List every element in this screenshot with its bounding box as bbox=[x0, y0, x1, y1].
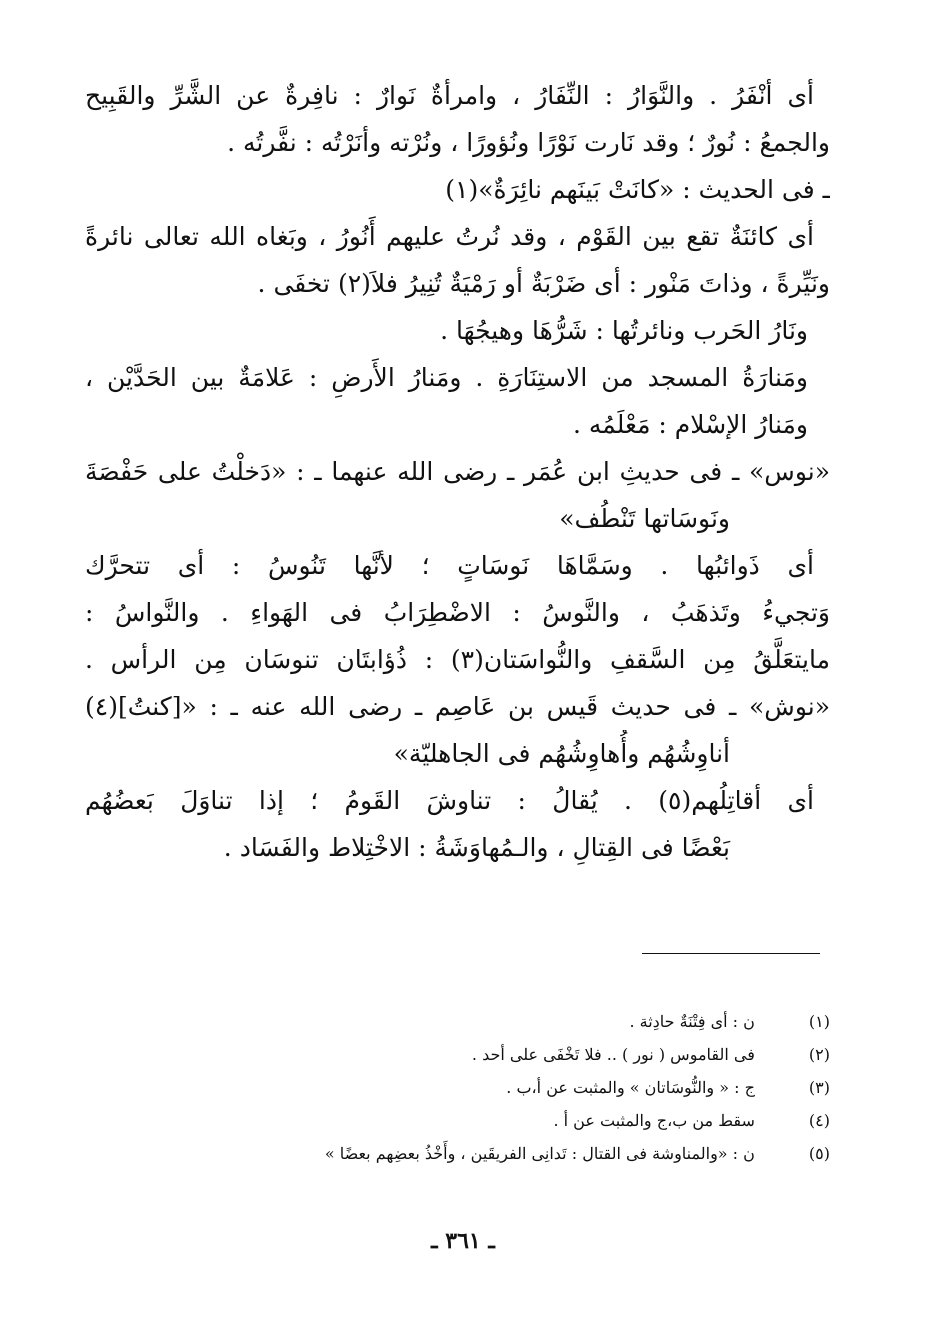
footnote-5 bbox=[85, 1137, 830, 1170]
text-line-12: وَتجيءُ وتَذهَبُ ، والنَّوسُ : الاضْطِرَابُ فى الهَواءِ . والنَّواسُ : bbox=[85, 598, 830, 627]
footnote-number: (١) bbox=[808, 1012, 830, 1031]
text-line-2: والجمعُ : نُورٌ ؛ وقد نَارت نَوْرًا ونُؤورًا ، ونُرْته وأنَرْتُه : نفَّرتُه . bbox=[227, 128, 830, 157]
page-number: ـ ٣٦١ ـ bbox=[431, 1228, 495, 1254]
text-line-3: ـ فى الحديث : «كانَتْ بَينَهم نائِرَةٌ»(١) bbox=[445, 175, 830, 204]
footnotes bbox=[85, 1005, 830, 1170]
text-line-17: بَعْضًا فى القِتالِ ، والـمُهاوَشَةُ : الاخْتِلاط والفَسَاد . bbox=[223, 833, 730, 862]
text-line-1: أى أنْفَرُ . والنَّوَارُ : النِّفَارُ ، وامرأةٌ نَوارٌ : نافِرةٌ عن الشَّرِّ والقَبِيح bbox=[85, 81, 814, 110]
footnote-3 bbox=[85, 1071, 830, 1104]
footnote-number: (٣) bbox=[808, 1078, 830, 1097]
footnote-number: (٢) bbox=[808, 1045, 830, 1064]
text-line-6: ونَارُ الحَرب ونائرتُها : شَرُّهَا وهيجُهَا . bbox=[440, 316, 808, 345]
text-line-4: أى كائنَةٌ تقع بين القَوْم ، وقد نُرتُ عليهم أَنُورُ ، وبَغاه الله تعالى نائرةً bbox=[85, 222, 814, 251]
main-text bbox=[85, 72, 830, 871]
text-line-15: أناوِشُهُم وأُهاوِشُهُم فى الجاهليّة» bbox=[393, 739, 730, 768]
text-line-5: ونَيِّرةً ، وذاتَ مَنْور : أى ضَرْبَةٌ أو رَمْيَةٌ تُنِيرُ فلاَ(٢) تخفَى . bbox=[257, 269, 830, 298]
text-line-10: ونَوسَاتها تَنْطُف» bbox=[559, 504, 730, 533]
footnote-text: ج : « والنُّوسَاتان » والمثبت عن أ،ب . bbox=[506, 1078, 755, 1097]
footnote-2 bbox=[85, 1038, 830, 1071]
text-line-13: مايتعَلَّقُ مِن السَّقفِ والنُّواسَتان(٣) : ذُؤابتَان تنوسَان مِن الرأس . bbox=[85, 645, 830, 674]
footnote-4 bbox=[85, 1104, 830, 1137]
footnote-1 bbox=[85, 1005, 830, 1038]
footnote-text: ن : أى فِتْنَةٌ حادِثة . bbox=[629, 1012, 755, 1031]
footnote-number: (٥) bbox=[808, 1144, 830, 1163]
entry-heading-nus: «نوس» ـ فى حديثِ ابن عُمَر ـ رضى الله عنهما ـ : «دَخلْتُ على حَفْصَةَ bbox=[85, 457, 830, 486]
text-line-16: أى أقاتِلُهم(٥) . يُقالُ : تناوشَ القَومُ ؛ إذا تناوَلَ بَعضُهُم bbox=[85, 786, 814, 815]
text-line-7: ومَنارَةُ المسجد من الاستِنَارَةِ . ومَنارُ الأَرضِ : عَلامَةٌ بين الحَدَّيْن ، bbox=[85, 363, 808, 392]
footnote-text: ن : «والمناوشة فى القتال : تَدانِى الفريقَين ، وأَخْذُ بعضِهم بعضًا » bbox=[324, 1144, 755, 1163]
footnote-number: (٤) bbox=[808, 1111, 830, 1130]
footnote-separator bbox=[642, 953, 820, 954]
text-line-11: أى ذَوائبُها . وسَمَّاهَا نَوسَاتٍ ؛ لأنَّها تَنُوسُ : أى تتحرَّك bbox=[85, 551, 814, 580]
text-line-8: ومَنارُ الإسْلام : مَعْلَمُه . bbox=[573, 410, 808, 439]
footnote-text: فى القاموس ( نور ) .. فلا تَخْفَى على أحد . bbox=[471, 1045, 755, 1064]
entry-heading-nush: «نوش» ـ فى حديث قَيس بن عَاصِم ـ رضى الله عنه ـ : «[كنتُ](٤) bbox=[85, 692, 830, 721]
footnote-text: سقط من ب،ج والمثبت عن أ . bbox=[553, 1111, 755, 1130]
